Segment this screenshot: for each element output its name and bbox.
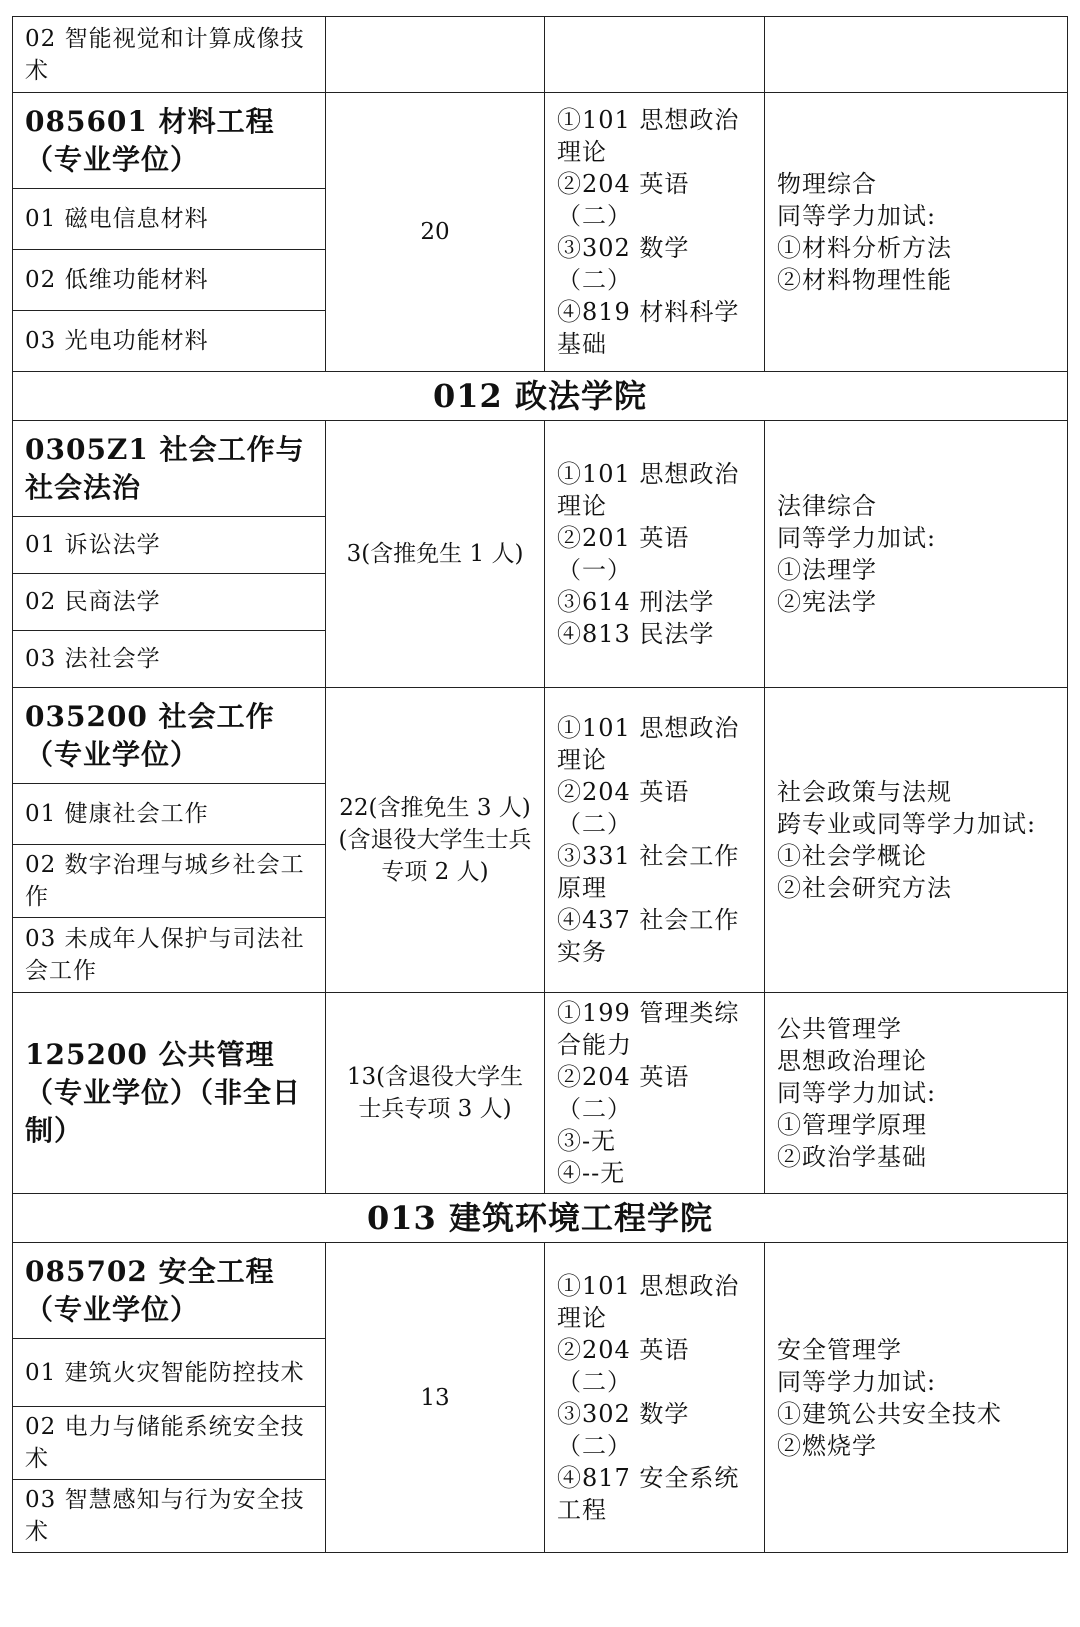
retest-line: 法律综合	[777, 492, 877, 520]
retest-line: ②政治学基础	[777, 1143, 927, 1171]
retest-line: 同等学力加试:	[777, 524, 937, 552]
section-row	[13, 372, 1068, 421]
major-cell: 085601 材料工程 （专业学位）	[13, 93, 326, 189]
retest-cell	[765, 93, 1068, 372]
exam-line: ①101 思想政治理论	[557, 714, 740, 774]
retest-line: 同等学力加试:	[777, 1367, 937, 1396]
direction-cell: 03 法社会学	[13, 631, 326, 688]
retest-line: ①建筑公共安全技术	[777, 1399, 1002, 1428]
direction-cell: 03 智慧感知与行为安全技术	[13, 1480, 326, 1553]
direction-cell: 01 诉讼法学	[13, 517, 326, 574]
enrollment-cell: 20	[326, 93, 545, 372]
major-cell: 035200 社会工作 （专业学位）	[13, 688, 326, 784]
exam-cell	[545, 17, 765, 93]
section-row	[13, 1194, 1068, 1243]
direction-cell: 02 低维功能材料	[13, 250, 326, 311]
exam-line: ③302 数学（二）	[557, 234, 690, 294]
enrollment-cell: 13	[326, 1243, 545, 1553]
direction-cell: 02 民商法学	[13, 574, 326, 631]
exam-cell	[545, 688, 765, 993]
exam-line: ④817 安全系统工程	[557, 1463, 740, 1524]
table-row	[13, 17, 1068, 93]
exam-cell	[545, 421, 765, 688]
exam-line: ②204 英语（二）	[557, 1335, 690, 1396]
retest-cell	[765, 1243, 1068, 1553]
direction-cell: 03 光电功能材料	[13, 311, 326, 372]
table-row	[13, 688, 1068, 784]
retest-line: 同等学力加试:	[777, 202, 937, 230]
section-title: 013 建筑环境工程学院	[13, 1194, 1068, 1243]
exam-line: ③331 社会工作原理	[557, 842, 740, 902]
enrollment-cell: 22(含推免生 3 人)(含退役大学生士兵专项 2 人)	[326, 688, 545, 993]
enrollment-cell: 3(含推免生 1 人)	[326, 421, 545, 688]
table-row	[13, 421, 1068, 517]
exam-line: ④--无	[557, 1159, 626, 1187]
retest-line: ②宪法学	[777, 588, 877, 616]
exam-line: ③614 刑法学	[557, 588, 715, 616]
exam-line: ②201 英语（一）	[557, 524, 690, 584]
exam-line: ②204 英语（二）	[557, 170, 690, 230]
retest-cell	[765, 17, 1068, 93]
major-cell: 085702 安全工程 （专业学位）	[13, 1243, 326, 1339]
major-cell: 125200 公共管理 （专业学位）（非全日制）	[13, 993, 326, 1194]
retest-line: ②燃烧学	[777, 1431, 877, 1460]
exam-line: ①101 思想政治理论	[557, 106, 740, 166]
retest-line: ①管理学原理	[777, 1111, 927, 1139]
admissions-table	[12, 16, 1068, 1553]
direction-cell: 02 数字治理与城乡社会工作	[13, 845, 326, 918]
exam-cell	[545, 993, 765, 1194]
exam-line: ②204 英语（二）	[557, 1063, 690, 1123]
retest-line: 同等学力加试:	[777, 1079, 937, 1107]
exam-cell	[545, 93, 765, 372]
retest-line: 公共管理学	[777, 1015, 902, 1043]
table-row	[13, 993, 1068, 1194]
table-row	[13, 1243, 1068, 1339]
retest-cell	[765, 421, 1068, 688]
direction-cell: 02 电力与储能系统安全技术	[13, 1407, 326, 1480]
exam-line: ④813 民法学	[557, 620, 715, 648]
retest-line: 安全管理学	[777, 1335, 902, 1364]
exam-line: ①101 思想政治理论	[557, 1271, 740, 1332]
table-row	[13, 93, 1068, 189]
retest-line: 思想政治理论	[777, 1047, 927, 1075]
exam-line: ③-无	[557, 1127, 617, 1155]
exam-line: ①199 管理类综合能力	[557, 999, 740, 1059]
enrollment-cell	[326, 17, 545, 93]
retest-line: ①材料分析方法	[777, 234, 952, 262]
retest-line: ①社会学概论	[777, 842, 927, 870]
exam-line: ④437 社会工作实务	[557, 906, 740, 966]
exam-line: ①101 思想政治理论	[557, 460, 740, 520]
exam-cell	[545, 1243, 765, 1553]
enrollment-cell: 13(含退役大学生士兵专项 3 人)	[326, 993, 545, 1194]
direction-cell: 01 建筑火灾智能防控技术	[13, 1339, 326, 1407]
retest-line: ②材料物理性能	[777, 266, 952, 294]
direction-cell: 03 未成年人保护与司法社会工作	[13, 918, 326, 993]
retest-cell	[765, 993, 1068, 1194]
retest-line: ①法理学	[777, 556, 877, 584]
retest-line: 跨专业或同等学力加试:	[777, 810, 1037, 838]
retest-line: 物理综合	[777, 170, 877, 198]
direction-cell: 01 磁电信息材料	[13, 189, 326, 250]
retest-cell	[765, 688, 1068, 993]
exam-line: ④819 材料科学基础	[557, 298, 740, 358]
direction-cell: 01 健康社会工作	[13, 784, 326, 845]
retest-line: ②社会研究方法	[777, 874, 952, 902]
exam-line: ②204 英语（二）	[557, 778, 690, 838]
exam-line: ③302 数学（二）	[557, 1399, 690, 1460]
retest-line: 社会政策与法规	[777, 778, 952, 806]
major-cell: 0305Z1 社会工作与社会法治	[13, 421, 326, 517]
direction-cell: 02 智能视觉和计算成像技术	[13, 17, 326, 93]
section-title: 012 政法学院	[13, 372, 1068, 421]
